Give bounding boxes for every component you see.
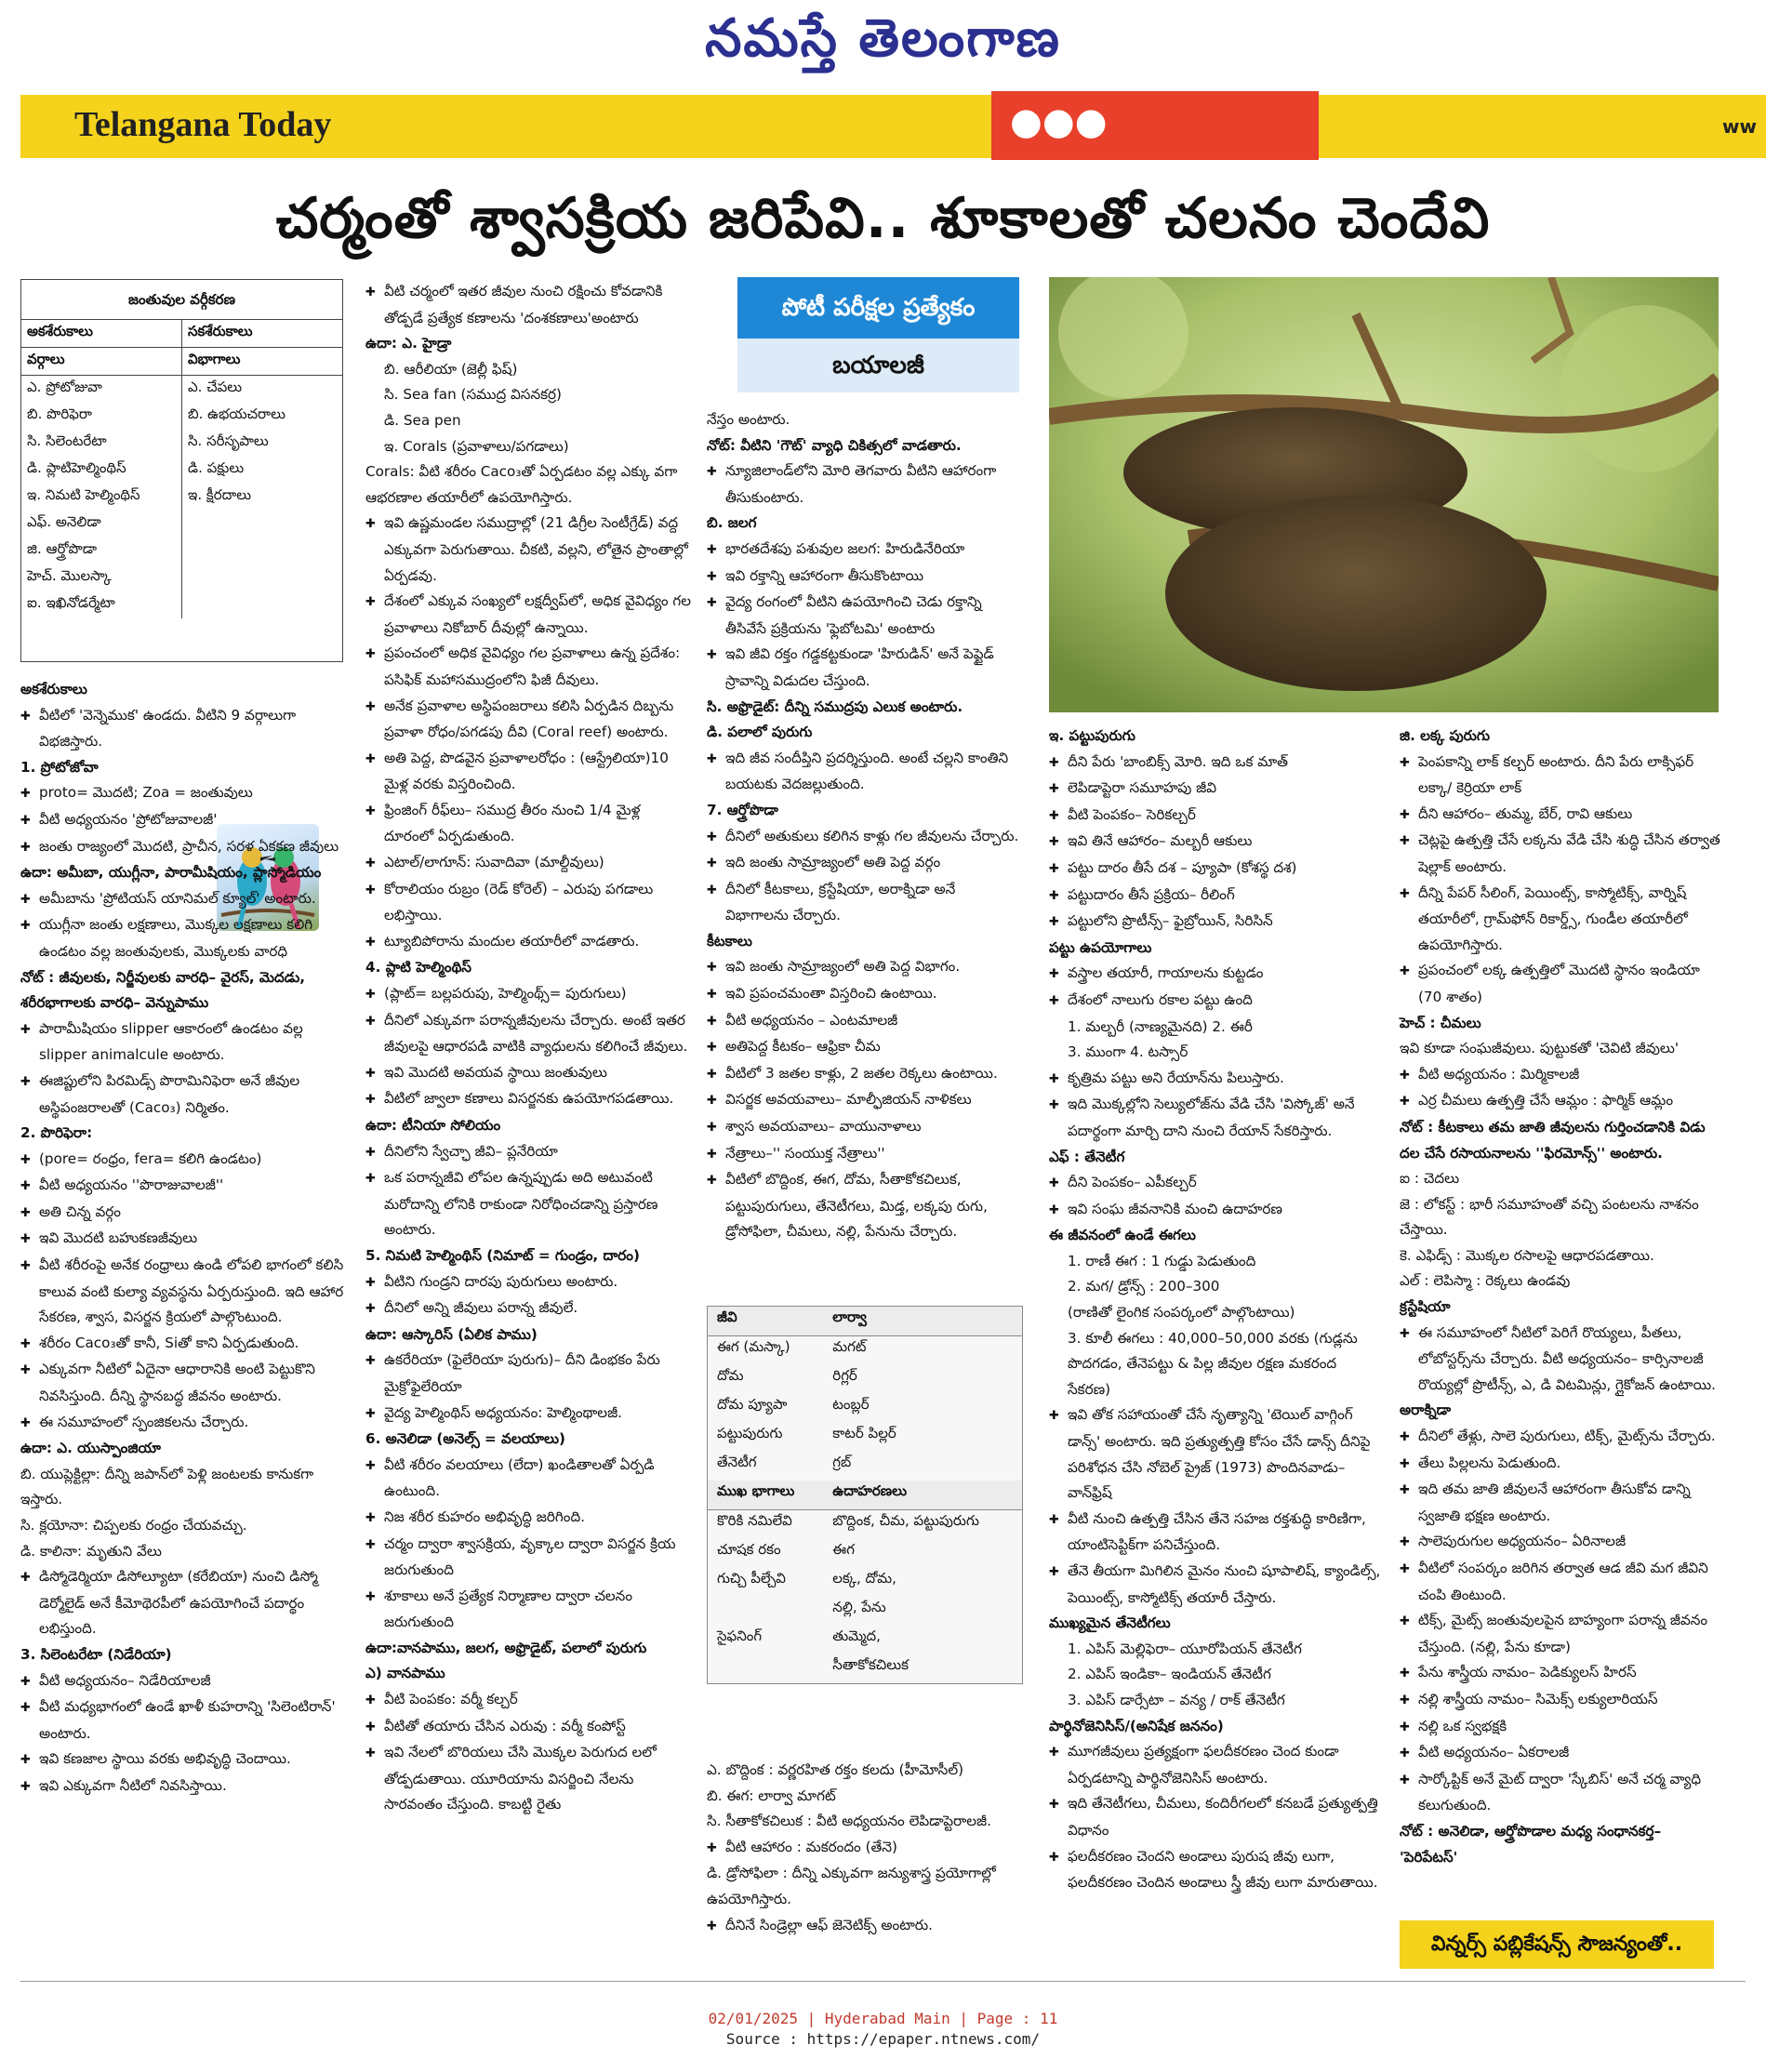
bullet-point: ✚ మూగజీవులు ప్రత్యక్షంగా ఫలదీకరణం చెంద కుండా ఏర్పడటాన్ని పార్థినోజెనిసిస్ అంటారు. xyxy=(1049,1739,1384,1791)
footer xyxy=(0,2009,1766,2050)
bullet-point: ✚ ఇవి జంతు సామ్రాజ్యంలో అతి పెద్ద విభాగం. xyxy=(707,954,1021,981)
bullet-point: ✚ అమీబాను 'ప్రోటియస్ యానిమల్ క్యూల్' అంటారు. xyxy=(20,886,344,913)
bullet-point: ✚ వీటిలో 3 జతల కాళ్లు, 2 జతల రెక్కలు ఉంటాయి. xyxy=(707,1061,1021,1088)
bullet-point: ✚ (ప్లాట్= బల్లపరుపు, హెల్మింథ్స్= పురుగులు) xyxy=(365,981,693,1008)
bullet-point: ✚ దీనిలో అతుకులు కలిగిన కాళ్లు గల జీవులను చేర్చారు. xyxy=(707,824,1021,851)
bullet-point: ✚ ఇది మొక్కల్లోని సెల్యులోజ్‌ను వేడి చేసి 'విస్కోజ్' అనే పదార్థంగా మార్చి దాని నుంచి రేయాన్ సేకరిస్తారు. xyxy=(1049,1092,1384,1144)
table-row xyxy=(21,591,342,618)
subject-label: బయాలజీ xyxy=(737,339,1019,392)
cls-group: బి. పొరిఫెరా xyxy=(21,403,182,430)
column-3 xyxy=(707,407,1021,1245)
table-row xyxy=(21,403,342,430)
bullet-point: ✚ వీటి శరీరంపై అనేక రంధ్రాలు ఉండి లోపలి భాగంలో కలిసి కాలువ వంటి కుల్యా వ్యవస్థను ఏర్పరుస్తుంది. ఇది ఆహార సేకరణ, శ్వాస, విసర్జన క్రియలో పాల్గొంటుంది. xyxy=(20,1253,344,1331)
paragraph: బి. ఈగ: లార్వా మాగట్ xyxy=(707,1786,836,1804)
section-heading: 6. అనెలిడా (అనెల్స్‌ = వలయాలు) xyxy=(365,1430,565,1448)
section-heading: పట్టు ఉపయోగాలు xyxy=(1049,938,1152,956)
column-3-bottom xyxy=(707,1758,1021,1939)
bullet-point: ✚ ఇవి ఉష్ణమండల సముద్రాల్లో (21 డిగ్రీల సెంటీగ్రేడ్) వద్ద ఎక్కువగా పెరుగుతాయి. చీకటి, వల్లని, లోతైన ప్రాంతాల్లో ఏర్పడవు. xyxy=(365,511,693,589)
bullet-point: ✚ ప్రపంచంలో అధిక వైవిధ్యం గల ప్రవాళాలు ఉన్న ప్రదేశం: పసిఫిక్ మహాసముద్రంలోని ఫిజీ దీవులు. xyxy=(365,641,693,693)
bullet-point: ✚ తేనె తీయగా మిగిలిన మైనం నుంచి షూపాలిష్, క్యాండిల్స్, పెయింట్స్, కాస్మోటిక్స్ తయారీ చేస్తారు. xyxy=(1049,1559,1384,1611)
paragraph: ఉదా: ఎ. హైడ్రా xyxy=(365,335,452,352)
larva-row xyxy=(708,1423,1022,1452)
cls-division: డి. పక్షులు xyxy=(188,459,245,476)
mouthpart-row-key: చూషక రకం xyxy=(717,1541,781,1558)
bullet-point: ✚ ఈ సమూహంలో నీటిలో పెరిగే రొయ్యలు, పీతలు, లోబోస్టర్స్‌ను చేర్చారు. వీటి అధ్యయనం– కార్సినాలజీ రొయ్యల్లో ప్రొటీన్స్, ఎ, డి విటమిన్లు, గ్లైకోజన్ ఉంటాయి. xyxy=(1400,1321,1720,1399)
mouthpart-header-1: ముఖ భాగాలు xyxy=(708,1481,823,1510)
bullet-point: ✚ (pore= రంధ్రం, fera= కలిగి ఉండటం) xyxy=(20,1147,344,1174)
paragraph: నోట్ : జీవులకు, నిర్జీవులకు వారధి– వైరస్, మెదడు, శరీరభాగాలకు వారధి– వెన్నుపాము xyxy=(20,968,305,1012)
larva-row-key: దోమ xyxy=(717,1367,744,1384)
paragraph: ఉదా: అమీబా, యుగ్లీనా, పారామీషియం, ప్లాస్మోడియం xyxy=(20,864,322,882)
paragraph: ఉదా:వానపాము, జలగ, అఫ్రొడైట్, పలాలో పురుగు xyxy=(365,1639,647,1656)
paragraph: 2. ఎపిస్ ఇండికా– ఇండియన్ తేనెటీగ xyxy=(1068,1666,1271,1683)
bullet-point: ✚ ఈజిప్టులోని పిరమిడ్స్ పొరామినిఫెరా అనే జీవుల అస్థిపంజరాలతో (Caco₃) నిర్మితం. xyxy=(20,1069,344,1121)
bullet-point: ✚ సార్కోప్టిక్ అనే మైట్ ద్వారా 'స్కేబిస్' అనే చర్మ వ్యాధి కలుగుతుంది. xyxy=(1400,1767,1720,1819)
paragraph: బి. ఆరీలియా (జెల్లీ ఫిష్) xyxy=(384,360,518,378)
mouthpart-row xyxy=(708,1597,1022,1626)
bullet-point: ✚ నిజ శరీర కుహరం అభివృద్ధి జరిగింది. xyxy=(365,1505,693,1532)
bullet-point: ✚ పట్టు దారం తీసే దశ – ప్యూపా (కోశస్థ దశ) xyxy=(1049,856,1384,883)
paragraph: సి. క్లయోనా: చిప్పలకు రంధ్రం చేయవచ్చు. xyxy=(20,1517,247,1534)
bullet-point: ✚ నల్లి శాస్త్రీయ నామం– సిమెక్స్ లక్యులారియస్ xyxy=(1400,1687,1720,1714)
cls-group: డి. ప్లాటిహెల్మింథిస్ xyxy=(21,457,182,484)
bullet-point: ✚ ఇది జంతు సామ్రాజ్యంలో అతి పెద్ద వర్గం xyxy=(707,850,1021,877)
bullet-point: ✚ పెంపకాన్ని లాక్ కల్చర్ అంటారు. దీని పేరు లాక్సిఫర్ లక్కా/ కెర్రియా లాక్ xyxy=(1400,750,1720,802)
bullet-point: ✚ ఇది తేనెటీగలు, చీమలు, కందిరీగలలో కనబడే ప్రత్యుత్పత్తి విధానం xyxy=(1049,1791,1384,1843)
larva-row-key: తేనెటీగ xyxy=(717,1454,757,1470)
bullet-point: ✚ ఇవి ప్రపంచమంతా విస్తరించి ఉంటాయి. xyxy=(707,981,1021,1008)
section-heading: పార్థినోజెనిసిస్/(అనిషేక జననం) xyxy=(1049,1717,1224,1734)
bullet-point: ✚ ఇవి మొదటి బహుకణజీవులు xyxy=(20,1226,344,1253)
bullet-point: ✚ పట్టుదారం తీసే ప్రక్రియ– రీలింగ్ xyxy=(1049,883,1384,910)
section-heading: 5. నిమటి హెల్మింథిస్ (నిమాట్ = గుండ్రం, దారం) xyxy=(365,1246,640,1264)
paragraph: 3. ముంగా 4. టస్సార్ xyxy=(1068,1043,1188,1061)
paragraph: సి. అఫ్రొడైట్: దీన్ని సముద్రపు ఎలుక అంటారు. xyxy=(707,697,963,715)
section-heading: 7. ఆర్త్రోపొడా xyxy=(707,801,778,818)
cls-group: జి. ఆర్త్రోపొడా xyxy=(21,538,182,564)
mouthpart-row-key: సైఫనింగ్ xyxy=(717,1627,763,1644)
bullet-point: ✚ ఇవి ఎక్కువగా నీటిలో నివసిస్తాయి. xyxy=(20,1773,344,1800)
bullet-point: ✚ ఇది జీవ సందీప్తిని ప్రదర్శిస్తుంది. అంటే చల్లని కాంతిని బయటకు వెదజల్లుతుంది. xyxy=(707,746,1021,798)
cls-division: బి. ఉభయచరాలు xyxy=(188,405,285,422)
paragraph: ఇవి కూడా సంఘజీవులు. పుట్టుకతో 'చెవిటి జీవులు' xyxy=(1400,1040,1680,1057)
mouthpart-row-value: నల్లి, పేను xyxy=(832,1599,886,1615)
paragraph: ఎల్ : లెపిస్మా : రెక్కలు ఉండవు xyxy=(1400,1272,1571,1290)
bullet-point: ✚ వీటి చర్మంలో ఇతర జీవుల నుంచి రక్షించు కోవడానికి తోడ్పడే ప్రత్యేక కణాలను 'దంశకణాలు'అంటారు xyxy=(365,279,693,331)
cls-header-left: అకశేరుకాలు xyxy=(21,320,182,348)
table-row xyxy=(21,376,342,404)
section-heading: హెచ్ : చీమలు xyxy=(1400,1014,1481,1031)
bullet-point: ✚ ట్యూబిపోరాను మందుల తయారీలో వాడతారు. xyxy=(365,929,693,956)
bullet-point: ✚ ఇవి జీవి రక్తం గడ్డకట్టకుండా 'హిరుడిన్' అనే పెప్టైడ్‌ స్రావాన్ని విడుదల చేస్తుంది. xyxy=(707,642,1021,694)
larva-row-value: మగట్ xyxy=(832,1338,867,1355)
larva-row xyxy=(708,1365,1022,1394)
bullet-point: ✚ జంతు రాజ్యంలో మొదటి, ప్రాచీన, సరళ ఏకకణ జీవులు xyxy=(20,834,344,861)
bullet-point: ✚ వీటి అధ్యయనం– ఏకరాలజీ xyxy=(1400,1740,1720,1767)
paragraph: నోట్ : కీటకాలు తమ జాతి జీవులను గుర్తించడానికి విడు దల చేసే రసాయనాలను ''ఫిరమోన్స్'' అంటారు. xyxy=(1400,1118,1706,1162)
bullet-point: ✚ డిస్మోడెర్మియా డిసోల్యూటా (కరేబియా) నుంచి డిస్మో డెర్మోలైడ్ అనే కీమోథెరపీలో ఉపయోగించే పదార్థం లభిస్తుంది. xyxy=(20,1564,344,1642)
bullet-point: ✚ వైద్య హెల్మింథిస్‌ అధ్యయనం: హెల్మింథాలజీ. xyxy=(365,1401,693,1428)
cls-group: ఎఫ్. అనెలిడా xyxy=(21,511,182,538)
bullet-point: ✚ ఇది తమ జాతి జీవులనే ఆహారంగా తీసుకోవ డాన్ని స్వజాతి భక్షణ అంటారు. xyxy=(1400,1477,1720,1529)
paragraph: డి. డ్రోసోఫిలా : దీన్ని ఎక్కువగా జన్యుశాస్త్ర ప్రయోగాల్లో ఉపయోగిస్తారు. xyxy=(707,1865,996,1907)
bullet-point: ✚ వీటి పెంపకం– సెరికల్చర్ xyxy=(1049,803,1384,830)
section-heading: 4. ప్లాటి హెల్మింథిస్ xyxy=(365,959,471,976)
larva-row-key: దోమ ప్యూపా xyxy=(717,1396,788,1413)
bullet-point: ✚ ప్రపంచంలో లక్క ఉత్పత్తిలో మొదటి స్థానం ఇండియా (70 శాతం) xyxy=(1400,958,1720,1010)
bullet-point: ✚ వీటిలో సంపర్కం జరిగిన తర్వాత ఆడ జీవి మగ జీవిని చంపి తింటుంది. xyxy=(1400,1556,1720,1608)
paragraph: 1. ఎపిస్ మెల్లిఫెరా– యూరోపియన్ తేనెటీగ xyxy=(1068,1640,1302,1657)
paragraph: (రాణితో లైంగిక సంపర్కంలో పాల్గొంటాయి) xyxy=(1068,1304,1295,1322)
paragraph: Corals: వీటి శరీరం Caco₃తో ఏర్పడటం వల్ల ఎక్కు వగా ఆభరణాల తయారీలో ఉపయోగిస్తారు. xyxy=(365,463,678,506)
bullet-point: ✚ శూకాలు అనే ప్రత్యేక నిర్మాణాల ద్వారా చలనం జరుగుతుంది xyxy=(365,1584,693,1636)
bullet-point: ✚ అతి పెద్ద, పొడవైన ప్రవాళాలరోధం : (ఆస్ట్రేలియా)10 మైళ్ల వరకు విస్తరించింది. xyxy=(365,746,693,798)
column-2 xyxy=(365,279,693,1818)
mouthpart-row-key xyxy=(708,1654,823,1683)
column-1 xyxy=(20,677,344,1800)
paragraph: 1. మల్బరీ (నాణ్యమైనది) 2. ఈరీ xyxy=(1068,1017,1253,1035)
larva-row xyxy=(708,1452,1022,1481)
table-row xyxy=(21,538,342,564)
mouthpart-row xyxy=(708,1626,1022,1654)
section-heading: జి. లక్క పురుగు xyxy=(1400,727,1491,744)
mouthpart-row-key: గుచ్చి పీల్చేవి xyxy=(717,1570,786,1587)
larva-header-2: లార్వా xyxy=(823,1307,1022,1336)
bullet-point: ✚ వీటి శరీరం వలయాలు (లేదా) ఖండితాలతో ఏర్పడి ఉంటుంది. xyxy=(365,1453,693,1505)
cls-division: ఎ. చేపలు xyxy=(188,379,243,395)
table-row xyxy=(21,564,342,591)
banner-web: ww xyxy=(1722,115,1757,138)
bullet-point: ✚ దీనిలో అన్ని జీవులు పరాన్న జీవులే. xyxy=(365,1295,693,1322)
bullet-point: ✚ వీటి అధ్యయనం : మిర్మికాలజీ xyxy=(1400,1062,1720,1089)
bullet-point: ✚ చెట్లపై ఉత్పత్తి చేసే లక్కను వేడి చేసి శుద్ధి చేసిన తర్వాత షెల్లాక్ అంటారు. xyxy=(1400,828,1720,880)
section-heading: అకశేరుకాలు xyxy=(20,681,87,697)
bullet-point: ✚ తేలు పిల్లలను పెడుతుంది. xyxy=(1400,1451,1720,1478)
nipuna-logo: ●●● xyxy=(1010,100,1108,143)
bullet-point: ✚ ఇవి సంఘ జీవనానికి మంచి ఉదాహరణ xyxy=(1049,1197,1384,1224)
paragraph: ఐ : చెదలు xyxy=(1400,1170,1460,1188)
paragraph: ఉదా: ఆస్కారిస్ (ఏలిక పాము) xyxy=(365,1325,538,1343)
bullet-point: ✚ వీటిని గుండ్రని దారపు పురుగులు అంటారు. xyxy=(365,1269,693,1296)
paragraph: సి. Sea fan (సముద్ర విసనకర్ర) xyxy=(384,386,562,404)
bullet-point: ✚ దీనిలో తేళ్లు, సాలె పురుగులు, టిక్స్, మైట్స్‌ను చేర్చారు. xyxy=(1400,1424,1720,1451)
section-heading: డి. పలాలో పురుగు xyxy=(707,724,813,741)
bullet-point: ✚ విసర్జక అవయవాలు– మాల్ఫీజియన్ నాళికలు xyxy=(707,1087,1021,1114)
mouthpart-row-value: ఈగ xyxy=(832,1541,855,1558)
bullet-point: ✚ ఇవి కణజాల స్థాయి వరకు అభివృద్ధి చెందాయి. xyxy=(20,1747,344,1773)
cls-division xyxy=(182,511,343,538)
larva-row-value: గ్రబ్ xyxy=(832,1454,852,1470)
bullet-point: ✚ వీటి అధ్యయనం – ఎంటమాలజీ xyxy=(707,1008,1021,1035)
footer-dateline: 02/01/2025 | Hyderabad Main | Page : 11 xyxy=(708,2010,1058,2027)
bullet-point: ✚ అతిపెద్ద కీటకం– ఆఫ్రికా చీమ xyxy=(707,1034,1021,1061)
masthead xyxy=(0,0,1766,88)
bullet-point: ✚ ఉకరేరియా (ఫైలేరియా పురుగు)– దీని డింభకం పేరు మైక్రోఫైలేరియా xyxy=(365,1348,693,1400)
cls-division xyxy=(182,591,343,618)
bullet-point: ✚ దీని ఆహారం– తుమ్మ, బేర్, రావి ఆకులు xyxy=(1400,802,1720,829)
cls-division: సి. సరీసృపాలు xyxy=(188,432,269,449)
paragraph: 2. మగ/ డ్రోన్స్ : 200–300 xyxy=(1068,1278,1220,1295)
section-heading: 3. సిలెంటరేటా (నిడేరియా) xyxy=(20,1645,172,1663)
bullet-point: ✚ కృత్రిమ పట్టు అని రేయాన్‌ను పిలుస్తారు. xyxy=(1049,1066,1384,1093)
paragraph: 3. కూలీ ఈగలు : 40,000–50,000 వరకు (గుడ్లను పొదగడం, తేనెపట్టు & పిల్ల జీవుల రక్షణ మకరంద సేకరణ) xyxy=(1068,1329,1358,1398)
classification-table xyxy=(20,279,343,662)
classification-title: జంతువుల వర్గీకరణ xyxy=(21,280,342,320)
larva-row-key: ఈగ (మస్కా) xyxy=(717,1338,790,1355)
bullet-point: ✚ శ్వాస అవయవాలు– వాయునాళాలు xyxy=(707,1114,1021,1141)
bullet-point: ✚ టిక్స్, మైట్స్ జంతువులపైన బాహ్యంగా పరాన్న జీవనం చేస్తుంది. (నల్లి, పేను కూడా) xyxy=(1400,1608,1720,1660)
larva-row-value: రిగ్లర్ xyxy=(832,1367,857,1384)
bullet-point: ✚ దీనినే సిండ్రెల్లా ఆఫ్ జెనెటిక్స్ అంటారు. xyxy=(707,1913,1021,1940)
bullet-point: ✚ ఇవి తినే ఆహారం– మల్బరీ ఆకులు xyxy=(1049,829,1384,856)
banner xyxy=(20,95,1766,158)
cls-group: హెచ్. మొలస్కా xyxy=(21,564,182,591)
section-heading: ఈ జీవనంలో ఉండే ఈగలు xyxy=(1049,1227,1196,1244)
paragraph: కె. ఎఫిడ్స్ : మొక్కల రసాలపై ఆధారపడతాయి. xyxy=(1400,1246,1654,1264)
mouthpart-row-value: లక్క, దోమ, xyxy=(832,1570,896,1587)
cls-sub-left: వర్గాలు xyxy=(21,348,182,376)
bullet-point: ✚ ఎటాల్/లాగూన్: సువాదివా (మాల్దీవులు) xyxy=(365,850,693,877)
larva-row-value: కాటర్ పిల్లర్ xyxy=(832,1425,896,1441)
paragraph: 3. ఎపిస్ డార్సేటా – వన్య / రాక్ తేనెటీగ xyxy=(1068,1691,1285,1708)
table-row xyxy=(21,484,342,511)
section-heading: 1. ప్రోటోజోవా xyxy=(20,758,99,776)
column-5 xyxy=(1400,724,1720,1870)
larva-row xyxy=(708,1336,1022,1366)
footer-source: Source : https://epaper.ntnews.com/ xyxy=(725,2030,1041,2048)
bullet-point: ✚ ఎర్ర చీమలు ఉత్పత్తి చేసే ఆమ్లం : ఫార్మిక్ ఆమ్లం xyxy=(1400,1088,1720,1115)
bullet-point: ✚ పారామీషియం slipper ఆకారంలో ఉండటం వల్ల slipper animalcule అంటారు. xyxy=(20,1016,344,1069)
bullet-point: ✚ దీనిలో కీటకాలు, క్రస్టేషియా, అరాక్నిడా అనే విభాగాలను చేర్చారు. xyxy=(707,877,1021,929)
bullet-point: ✚ వీటిలో 'వెన్నెముక' ఉండదు. వీటిని 9 వర్గాలుగా విభజిస్తారు. xyxy=(20,703,344,755)
cls-sub-right: విభాగాలు xyxy=(182,348,343,376)
section-heading: ఎఫ్ : తేనెటీగ xyxy=(1049,1148,1125,1165)
paragraph: ఎ. బొద్దింక : వర్ణరహిత రక్తం కలదు (హీమోసీల్) xyxy=(707,1761,964,1778)
newspaper-title: నమస్తే తెలంగాణ xyxy=(705,7,1061,69)
mouthpart-row-key xyxy=(708,1597,823,1626)
table-row xyxy=(21,511,342,538)
bullet-point: ✚ దీన్ని పేపర్ సీలింగ్, పెయింట్స్, కాస్మోటిక్స్, వార్నిష్ తయారీలో, గ్రామ్‌ఫోన్ రికార్డ్స్, గుండీల తయారీలో ఉపయోగిస్తారు. xyxy=(1400,881,1720,959)
larva-row-value: టంబ్లర్ xyxy=(832,1396,870,1413)
bullet-point: ✚ proto= మొదటి; Zoa = జంతువులు xyxy=(20,780,344,807)
bullet-point: ✚ దీని పెంపకం– ఎపీకల్చర్ xyxy=(1049,1170,1384,1197)
bullet-point: ✚ దేశంలో నాలుగు రకాల పట్టు ఉంది xyxy=(1049,988,1384,1015)
bullet-point: ✚ ఫలదీకరణం చెందని అండాలు పురుష జీవు లుగా, ఫలదీకరణం చెందిన అండాలు స్త్రీ జీవు లుగా మారుతాయి. xyxy=(1049,1844,1384,1896)
paragraph: నేస్తం అంటారు. xyxy=(707,411,790,428)
bullet-point: ✚ భారతదేశపు పశువుల జలగ: హిరుడినేరియా xyxy=(707,537,1021,564)
bullet-point: ✚ వీటి ఆహారం : మకరందం (తేనె) xyxy=(707,1835,1021,1862)
special-tag xyxy=(737,277,1019,398)
bullet-point: ✚ నల్లి ఒక స్వభక్షకి xyxy=(1400,1714,1720,1741)
paragraph: ఉదా: ఎ. యుస్పాంజియా xyxy=(20,1440,161,1457)
paragraph: డి. కాలినా: మృతుని వేలు xyxy=(20,1542,162,1560)
special-label: పోటీ పరీక్షల ప్రత్యేకం xyxy=(737,277,1019,339)
section-heading: ముఖ్యమైన తేనెటీగలు xyxy=(1049,1614,1171,1632)
larva-row-key: పట్టుపురుగు xyxy=(717,1425,783,1441)
bullet-point: ✚ ఈ సమూహంలో స్పంజికలను చేర్చారు. xyxy=(20,1410,344,1437)
cls-division: ఇ. క్షీరదాలు xyxy=(188,486,252,503)
paragraph: సి. సీతాకోకచిలుక : వీటి అధ్యయనం లెపిడాప్టెరాలజీ. xyxy=(707,1813,991,1830)
section-heading: క్రస్టేషియా xyxy=(1400,1298,1451,1316)
bullet-point: ✚ పేను శాస్త్రీయ నామం– పెడిక్యులస్ హిరస్ xyxy=(1400,1660,1720,1687)
cls-group: సి. సిలెంటరేటా xyxy=(21,430,182,457)
bullet-point: ✚ వీటి నుంచి ఉత్పత్తి చేసిన తేనె సహజ రక్తశుద్ధి కారిణిగా, యాంటిసెప్టిక్‌గా పనిచేస్తుంది. xyxy=(1049,1507,1384,1559)
telangana-today-logo: Telangana Today xyxy=(74,105,332,144)
credit-box: విన్నర్స్ పబ్లికేషన్స్ సౌజన్యంతో.. xyxy=(1400,1920,1714,1969)
cls-header-right: సకశేరుకాలు xyxy=(182,320,343,348)
bullet-point: ✚ వైద్య రంగంలో వీటిని ఉపయోగించి చెడు రక్తాన్ని తీసివేసే ప్రక్రియను 'ఫ్లెబోటమి' అంటారు xyxy=(707,590,1021,642)
mouthpart-row xyxy=(708,1654,1022,1683)
bullet-point: ✚ వీటితో తయారు చేసిన ఎరువు : వర్మీ కంపోస్ట్ xyxy=(365,1714,693,1741)
bullet-point: ✚ ఇవి రక్తాన్ని ఆహారంగా తీసుకొంటాయి xyxy=(707,564,1021,591)
cls-division xyxy=(182,538,343,564)
section-heading: 2. పొరిఫెరా: xyxy=(20,1124,93,1142)
bullet-point: ✚ దీని పేరు 'బాంబిక్స్ మోరి. ఇది ఒక మాత్ xyxy=(1049,750,1384,777)
bullet-point: ✚ ఎక్కువగా నీటిలో ఏదైనా ఆధారానికి అంటి పెట్టుకొని నివసిస్తుంది. దీన్ని స్థానబద్ధ జీవనం అంటారు. xyxy=(20,1357,344,1409)
cls-group: ఇ. నిమటి హెల్మింథిస్ xyxy=(21,484,182,511)
bullet-point: ✚ ఇవి మొదటి అవయవ స్థాయి జంతువులు xyxy=(365,1060,693,1087)
bullet-point: ✚ అనేక ప్రవాళాల అస్థిపంజరాలు కలిసి ఏర్పడిన దిబ్బను ప్రవాళా రోధం/పగడపు దీవి (Coral reef) అంటారు. xyxy=(365,694,693,746)
paragraph: జె : లోకస్ట్ : భారీ సమూహంతో వచ్చి పంటలను నాశనం చేస్తాయి. xyxy=(1400,1195,1699,1239)
paragraph: నోట్: వీటిని 'గౌట్' వ్యాధి చికిత్సలో వాడతారు. xyxy=(707,436,962,454)
bullet-point: ✚ యుగ్లీనా జంతు లక్షణాలు, మొక్కల లక్షణాలు కలిగి ఉండటం వల్ల జంతువులకు, మొక్కలకు వారధి xyxy=(20,912,344,964)
section-heading: అరాక్నిడా xyxy=(1400,1401,1452,1419)
paragraph: 1. రాణీ ఈగ : 1 గుడ్డు పెడుతుంది xyxy=(1068,1252,1256,1269)
mouthpart-row xyxy=(708,1539,1022,1568)
paragraph: ఇ. Corals (ప్రవాళాలు/పగడాలు) xyxy=(384,437,569,455)
bullet-point: ✚ న్యూజిలాండ్‌లోని మోరి తెగవారు వీటిని ఆహారంగా తీసుకుంటారు. xyxy=(707,458,1021,511)
bullet-point: ✚ దేశంలో ఎక్కువ సంఖ్యలో లక్షద్వీప్‌లో, అధిక వైవిధ్యం గల ప్రవాళాలు నికోబార్ దీవుల్లో ఉన్నాయి. xyxy=(365,589,693,641)
bottom-rule xyxy=(20,1981,1746,1982)
cls-group: ఐ. ఇఖినోడర్మేటా xyxy=(21,591,182,618)
bullet-point: ✚ వీటి అధ్యయనం ''పొరాజువాలజీ'' xyxy=(20,1173,344,1200)
bullet-point: ✚ ఫ్రింజింగ్ రీఫ్‌లు– సముద్ర తీరం నుంచి 1/4 మైళ్ల దూరంలో ఏర్పడుతుంది. xyxy=(365,798,693,850)
mouthpart-row-key: కొరికి నమిలేవి xyxy=(717,1512,792,1529)
mouthpart-row-value: తుమ్మెద, xyxy=(832,1627,881,1644)
bullet-point: ✚ చర్మం ద్వారా శ్వాసక్రియ, వృక్కాల ద్వారా విసర్జన క్రియ జరుగుతుంది xyxy=(365,1532,693,1584)
bullet-point: ✚ ఇవి నేలలో బొరియలు చేసి మొక్కల పెరుగుద లలో తోడ్పడుతాయి. యూరియాను విసర్జించి నేలను సారవంతం చేస్తుంది. కాబట్టి రైతు xyxy=(365,1740,693,1818)
bullet-point: ✚ అతి చిన్న వర్గం xyxy=(20,1200,344,1227)
bullet-point: ✚ వీటి పెంపకం: వర్మీ కల్చర్ xyxy=(365,1687,693,1714)
table-row xyxy=(21,430,342,457)
bullet-point: ✚ దీనిలో ఎక్కువగా పరాన్నజీవులను చేర్చారు. అంటే ఇతర జీవులపై ఆధారపడి వాటికి వ్యాధులను కలిగించే జీవులు. xyxy=(365,1008,693,1060)
section-heading: ఇ. పట్టుపురుగు xyxy=(1049,727,1135,744)
larva-header-1: జీవి xyxy=(708,1307,823,1336)
bullet-point: ✚ దీనిలోని స్వేచ్ఛా జీవి– ప్లనేరియా xyxy=(365,1139,693,1166)
bullet-point: ✚ పట్టులోని ప్రొటీన్స్– ఫైబ్రోయిన్, సిరిసిన్ xyxy=(1049,909,1384,936)
bullet-point: ✚ వస్త్రాల తయారీ, గాయాలను కుట్టడం xyxy=(1049,961,1384,988)
bullet-point: ✚ శరీరం Caco₃తో కానీ, Siతో కాని ఏర్పడుతుంది. xyxy=(20,1331,344,1358)
mouthpart-row xyxy=(708,1568,1022,1597)
bullet-point: ✚ వీటిలో జ్వాలా కణాలు విసర్జనకు ఉపయోగపడతాయి. xyxy=(365,1086,693,1113)
headline: చర్మంతో శ్వాసక్రియ జరిపేవి.. శూకాలతో చలనం చెందేవి xyxy=(275,186,1491,251)
bullet-point: ✚ ఒక పరాన్నజీవి లోపల ఉన్నప్పుడు అది అటువంటి మరోదాన్ని లోనికి రాకుండా నిరోధించడాన్ని ప్రస్తారణ అంటారు. xyxy=(365,1165,693,1243)
nipuna-logo-block xyxy=(991,91,1319,160)
larva-row xyxy=(708,1394,1022,1423)
mouthpart-row xyxy=(708,1510,1022,1540)
beehive-photo xyxy=(1049,277,1719,712)
bullet-point: ✚ నేత్రాలు–'' సంయుక్త నేత్రాలు'' xyxy=(707,1141,1021,1168)
mouthpart-header-2: ఉదాహరణలు xyxy=(823,1481,1022,1510)
column-4 xyxy=(1049,724,1384,1896)
bullet-point: ✚ వీటి అధ్యయనం– నిడేరియాలజీ xyxy=(20,1668,344,1695)
mouthpart-row-value: సీతాకోకచిలుక xyxy=(832,1656,909,1673)
cls-group: ఎ. ప్రోటోజువా xyxy=(21,376,182,404)
bullet-point: ✚ వీటి అధ్యయనం 'ప్రోటోజువాలజీ' xyxy=(20,807,344,834)
paragraph: ఉదా: టీనియా సోలియం xyxy=(365,1117,501,1134)
paragraph: నోట్ : అనెలిడా, ఆర్త్రోపొడాల మధ్య సంధానకర్త– 'పెరిపేటస్' xyxy=(1400,1822,1662,1866)
section-heading: కీటకాలు xyxy=(707,932,752,950)
larva-table xyxy=(707,1306,1023,1684)
paragraph: బి. యుప్లెక్టిల్లా: దీన్ని జపాన్‌లో పెళ్లి జంటలకు కానుకగా ఇస్తారు. xyxy=(20,1465,314,1508)
cls-division xyxy=(182,564,343,591)
section-heading: ఎ) వానపాము xyxy=(365,1665,445,1682)
mouthpart-row-value: బొద్దింక, చీమ, పట్టుపురుగు xyxy=(832,1512,979,1529)
bullet-point: ✚ ఇవి తోక సహాయంతో చేసే నృత్యాన్ని 'టెయిల్ వాగ్గింగ్ డాన్స్' అంటారు. ఇది ప్రత్యుత్పత్తి కోసం చేసే డాన్స్ దీనిపై పరిశోధన చేసి నోబెల్ ప్రైజ్ (1973) పొందినవాడు– వాన్‌ఫ్రిష్ xyxy=(1049,1402,1384,1506)
table-row xyxy=(21,457,342,484)
bullet-point: ✚ లెపిడాప్టెరా సమూహపు జీవి xyxy=(1049,776,1384,803)
bullet-point: ✚ వీటి మధ్యభాగంలో ఉండే ఖాళీ కుహరాన్ని 'సిలెంటిరాన్' అంటారు. xyxy=(20,1694,344,1747)
bullet-point: ✚ సాలెపురుగుల అధ్యయనం– ఏరినాలజీ xyxy=(1400,1529,1720,1556)
bullet-point: ✚ కోరాలియం రుబ్రం (రెడ్ కోరెల్) – ఎరుపు పగడాలు లభిస్తాయి. xyxy=(365,877,693,929)
section-heading: బి. జలగ xyxy=(707,514,757,532)
bullet-point: ✚ వీటిలో బొద్దింక, ఈగ, దోమ, సీతాకోకచిలుక, పట్టుపురుగులు, తేనెటీగలు, మిడ్త, లక్కపు రుగు, డ్రోసోఫిలా, చీమలు, నల్లి, పేనును చేర్చారు. xyxy=(707,1167,1021,1245)
paragraph: డి. Sea pen xyxy=(384,411,461,429)
